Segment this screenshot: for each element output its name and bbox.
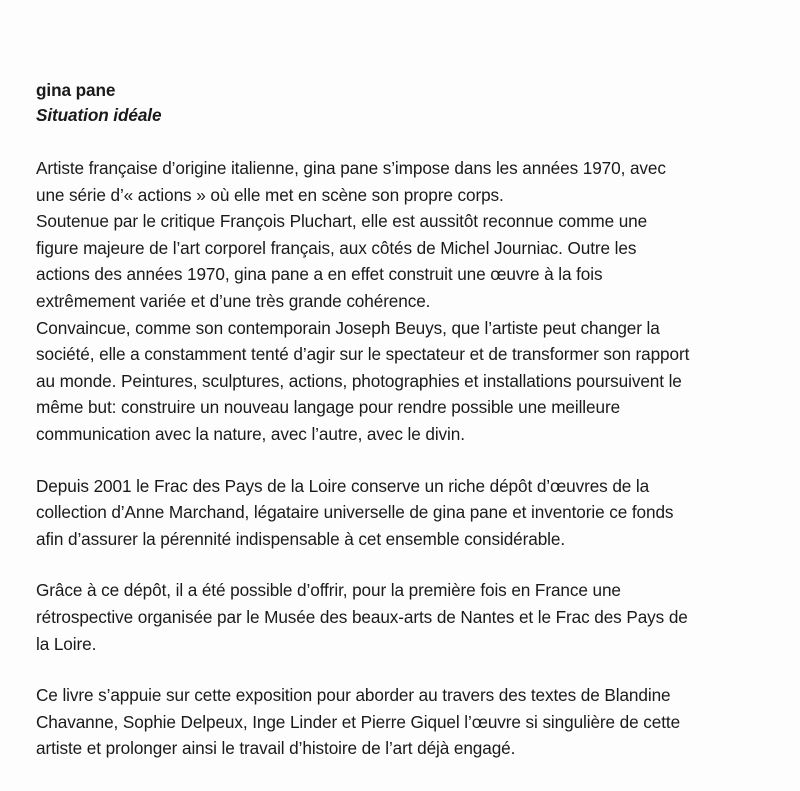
text-line: même but: construire un nouveau langage pour rendre possible une meilleure — [36, 397, 621, 418]
paragraph — [36, 315, 776, 448]
paragraph — [36, 473, 776, 553]
text-line: afin d’assurer la pérennité indispensable à cet ensemble considérable. — [36, 528, 566, 549]
text-line: Convaincue, comme son contemporain Joseph Beuys, que l’artiste peut changer la — [36, 317, 660, 338]
text-line: une série d’« actions » où elle met en scène son propre corps. — [36, 184, 504, 205]
text-line: Soutenue par le critique François Pluchart, elle est aussitôt reconnue comme une — [36, 211, 648, 232]
document-title: Situation idéale — [36, 105, 162, 125]
document-page — [36, 78, 776, 762]
author-name: gina pane — [36, 80, 116, 100]
text-line: Artiste française d’origine italienne, gina pane s’impose dans les années 1970, avec — [36, 158, 666, 178]
text-section-1 — [36, 155, 776, 448]
text-section-2 — [36, 473, 776, 553]
text-line: rétrospective organisée par le Musée des beaux-arts de Nantes et le Frac des Pays de — [36, 606, 688, 627]
text-line: Chavanne, Sophie Delpeux, Inge Linder et Pierre Giquel l’œuvre si singulière de cette — [36, 711, 681, 732]
paragraph — [36, 208, 776, 314]
text-line: actions des années 1970, gina pane a en effet construit une œuvre à la fois — [36, 264, 603, 285]
paragraph — [36, 577, 776, 657]
text-section-4 — [36, 682, 776, 762]
paragraph — [36, 155, 776, 208]
text-line: artiste et prolonger ainsi le travail d’histoire de l’art déjà engagé. — [36, 738, 516, 759]
text-line: société, elle a constamment tenté d’agir sur le spectateur et de transformer son rapport — [36, 344, 690, 365]
text-line: Grâce à ce dépôt, il a été possible d’offrir, pour la première fois en France une — [36, 580, 621, 601]
text-line: Ce livre s’appuie sur cette exposition pour aborder au travers des textes de Blandine — [36, 685, 671, 706]
text-line: au monde. Peintures, sculptures, actions, photographies et installations poursuivent le — [36, 370, 682, 391]
text-line: extrêmement variée et d’une très grande cohérence. — [36, 290, 431, 311]
text-line: Depuis 2001 le Frac des Pays de la Loire conserve un riche dépôt d’œuvres de la — [36, 475, 650, 496]
text-line: figure majeure de l’art corporel français, aux côtés de Michel Journiac. Outre les — [36, 237, 637, 258]
text-line: collection d’Anne Marchand, légataire universelle de gina pane et inventorie ce fonds — [36, 502, 674, 523]
text-section-3 — [36, 577, 776, 657]
paragraph — [36, 682, 776, 762]
text-line: communication avec la nature, avec l’autre, avec le divin. — [36, 423, 465, 444]
text-line: la Loire. — [36, 633, 97, 654]
